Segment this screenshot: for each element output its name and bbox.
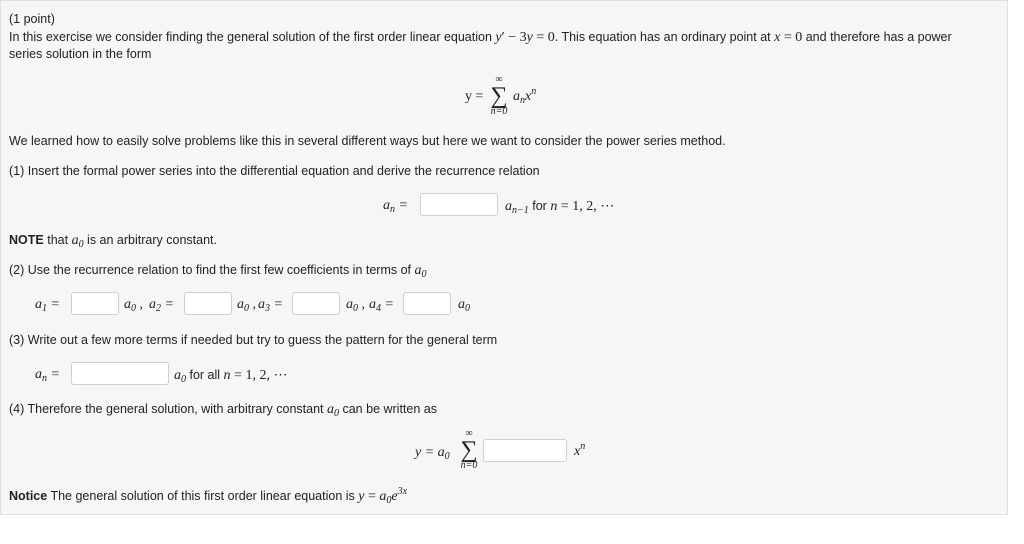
a3-suffix: $a_0$ , — [346, 297, 365, 314]
intro-line-1: In this exercise we consider finding the general solution of the first order linear equation y′ − 3y = 0. This equation has an ordinary point at x = 0 and therefore has a power — [9, 30, 952, 45]
notice-line: Notice The general solution of this first order linear equation is $y = a_0e^{3x}$ — [9, 486, 408, 506]
a1-input[interactable] — [71, 292, 119, 315]
part4-lhs: $y = a_0$ — [415, 445, 450, 462]
note-line: NOTE that $a_0$ is an arbitrary constant. — [9, 233, 217, 250]
series-sigma: ∞ ∑ n=0 — [490, 74, 508, 117]
a4-input[interactable] — [403, 292, 451, 315]
part1-rhs: $a_{n-1}$ for n = 1, 2, ⋯ — [505, 199, 615, 216]
part1-prompt: (1) Insert the formal power series into the differential equation and derive the recurrence relation — [9, 164, 540, 178]
a1-suffix: $a_0$ , — [124, 297, 143, 314]
series-lhs: y = — [465, 89, 484, 104]
part4-sigma: ∞ ∑ n=0 — [460, 428, 478, 471]
part4-prompt: (4) Therefore the general solution, with arbitrary constant $a_0$ can be written as — [9, 402, 437, 419]
a4-label: $a_4$ = — [369, 297, 394, 314]
recurrence-input[interactable] — [420, 193, 498, 216]
part3-prompt: (3) Write out a few more terms if needed but try to guess the pattern for the general term — [9, 333, 498, 347]
a2-suffix: $a_0$ , — [237, 297, 256, 314]
part3-rhs: $a_0$ for all n = 1, 2, ⋯ — [174, 368, 288, 385]
a2-input[interactable] — [184, 292, 232, 315]
part1-lhs: $a_n$ = — [383, 198, 408, 215]
part4-rhs: $x^n$ — [574, 441, 586, 459]
a4-suffix: $a_0$ — [458, 297, 470, 314]
points-label: (1 point) — [9, 12, 55, 26]
part2-prompt: (2) Use the recurrence relation to find the first few coefficients in terms of $a_0$ — [9, 263, 427, 280]
a1-label: $a_1$ = — [35, 297, 60, 314]
series-coefficient-input[interactable] — [483, 439, 567, 462]
series-term: $a_nx^n$ — [513, 86, 537, 106]
eq-y: y — [495, 30, 502, 45]
part3-lhs: $a_n$ = — [35, 367, 60, 384]
intro-line-2: series solution in the form — [9, 47, 152, 61]
a2-label: $a_2$ = — [149, 297, 174, 314]
a3-label: $a_3$ = — [258, 297, 283, 314]
method-text: We learned how to easily solve problems like this in several different ways but here we want to consider the power series method. — [9, 134, 726, 148]
a3-input[interactable] — [292, 292, 340, 315]
general-term-input[interactable] — [71, 362, 169, 385]
